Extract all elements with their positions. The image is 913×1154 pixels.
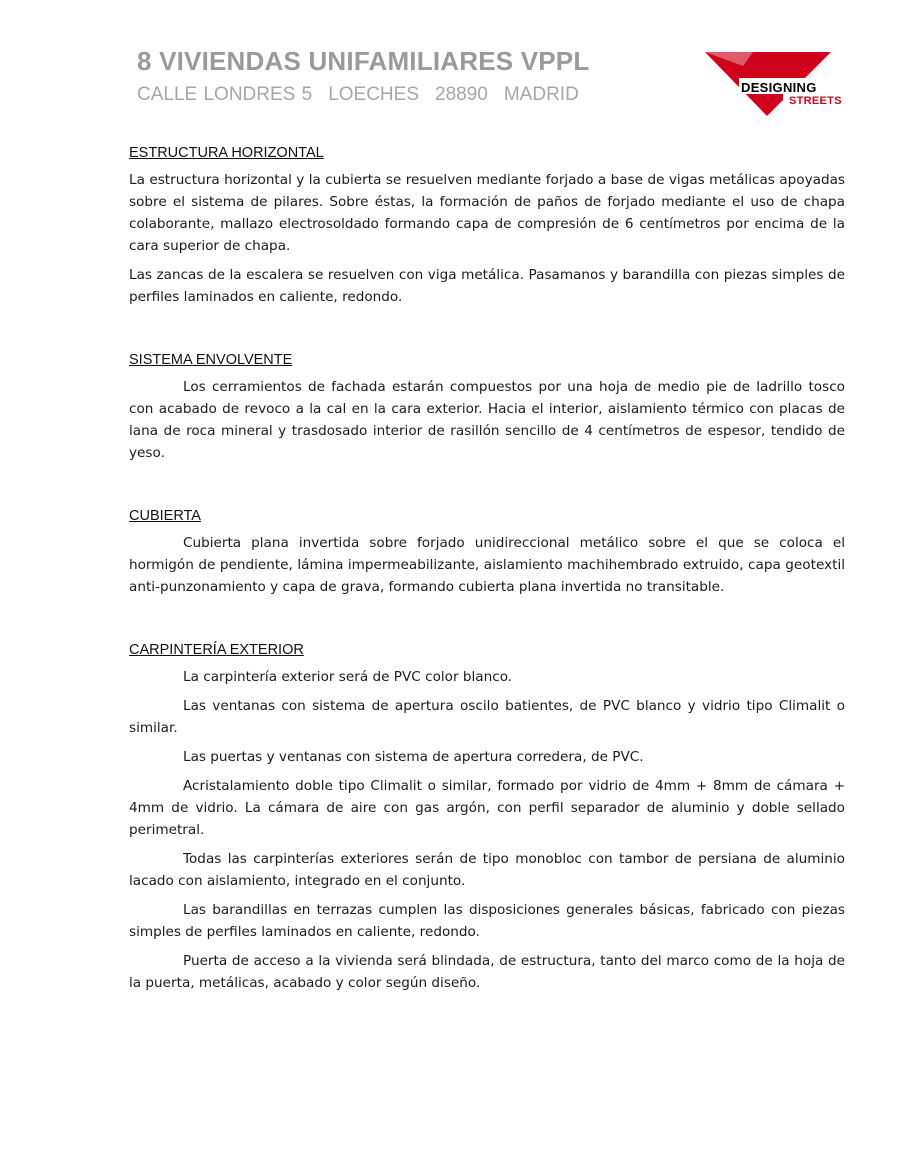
section-sistema-envolvente (129, 352, 845, 464)
section-title: ESTRUCTURA HORIZONTAL (129, 145, 324, 161)
section-estructura-horizontal (129, 145, 845, 308)
paragraph: Todas las carpinterías exteriores serán de tipo monobloc con tambor de persiana de aluminio lacado con aislamiento, integrado en el conjunto. (129, 851, 845, 889)
address-street: CALLE LONDRES 5 (137, 84, 313, 105)
logo-text-streets: STREETS (789, 95, 842, 107)
section-cubierta (129, 508, 845, 598)
paragraph: Acristalamiento doble tipo Climalit o similar, formado por vidrio de 4mm + 8mm de cámara + 4mm de vidrio. La cámara de aire con gas argón, con perfil separador de aluminio y doble sellado perimetral. (129, 778, 845, 838)
paragraph: La estructura horizontal y la cubierta se resuelven mediante forjado a base de vigas metálicas apoyadas sobre el sistema de pilares. Sobre éstas, la formación de paños de forjado mediante el uso de chapa colaborante, mallazo electrosoldado formando capa de compresión de 6 centímetros por encima de la cara superior de chapa. (129, 172, 845, 254)
section-title: CUBIERTA (129, 508, 201, 524)
logo-text-designing: DESIGNING (741, 80, 817, 95)
paragraph: Puerta de acceso a la vivienda será blindada, de estructura, tanto del marco como de la hoja de la puerta, metálicas, acabado y color según diseño. (129, 953, 845, 991)
address-town: LOECHES (328, 84, 419, 105)
paragraph: Las ventanas con sistema de apertura oscilo batientes, de PVC blanco y vidrio tipo Climalit o similar. (129, 698, 845, 736)
address-city: MADRID (503, 84, 579, 105)
designing-streets-logo (703, 48, 843, 120)
section-title: SISTEMA ENVOLVENTE (129, 352, 293, 368)
paragraph: La carpintería exterior será de PVC color blanco. (183, 669, 513, 685)
address-postcode: 28890 (435, 84, 488, 105)
document-address (137, 84, 595, 106)
paragraph: Las zancas de la escalera se resuelven con viga metálica. Pasamanos y barandilla con piezas simples de perfiles laminados en caliente, redondo. (129, 267, 845, 305)
paragraph: Las barandillas en terrazas cumplen las disposiciones generales básicas, fabricado con piezas simples de perfiles laminados en caliente, redondo. (129, 902, 845, 940)
document-title: 8 VIVIENDAS UNIFAMILIARES VPPL (137, 46, 590, 76)
paragraph: Cubierta plana invertida sobre forjado unidireccional metálico sobre el que se coloca el hormigón de pendiente, lámina impermeabilizante, aislamiento machihembrado extruido, capa geotextil anti-punzonamiento y capa de grava, formando cubierta plana invertida no transitable. (129, 535, 845, 595)
section-title: CARPINTERÍA EXTERIOR (129, 642, 304, 658)
section-carpinteria-exterior (129, 642, 845, 994)
document-body (129, 145, 845, 1001)
paragraph: Los cerramientos de fachada estarán compuestos por una hoja de medio pie de ladrillo tosco con acabado de revoco a la cal en la cara exterior. Hacia el interior, aislamiento térmico con placas de lana de roca mineral y trasdosado interior de rasillón sencillo de 4 centímetros de espesor, tendido de yeso. (129, 379, 845, 461)
paragraph: Las puertas y ventanas con sistema de apertura corredera, de PVC. (183, 749, 644, 765)
